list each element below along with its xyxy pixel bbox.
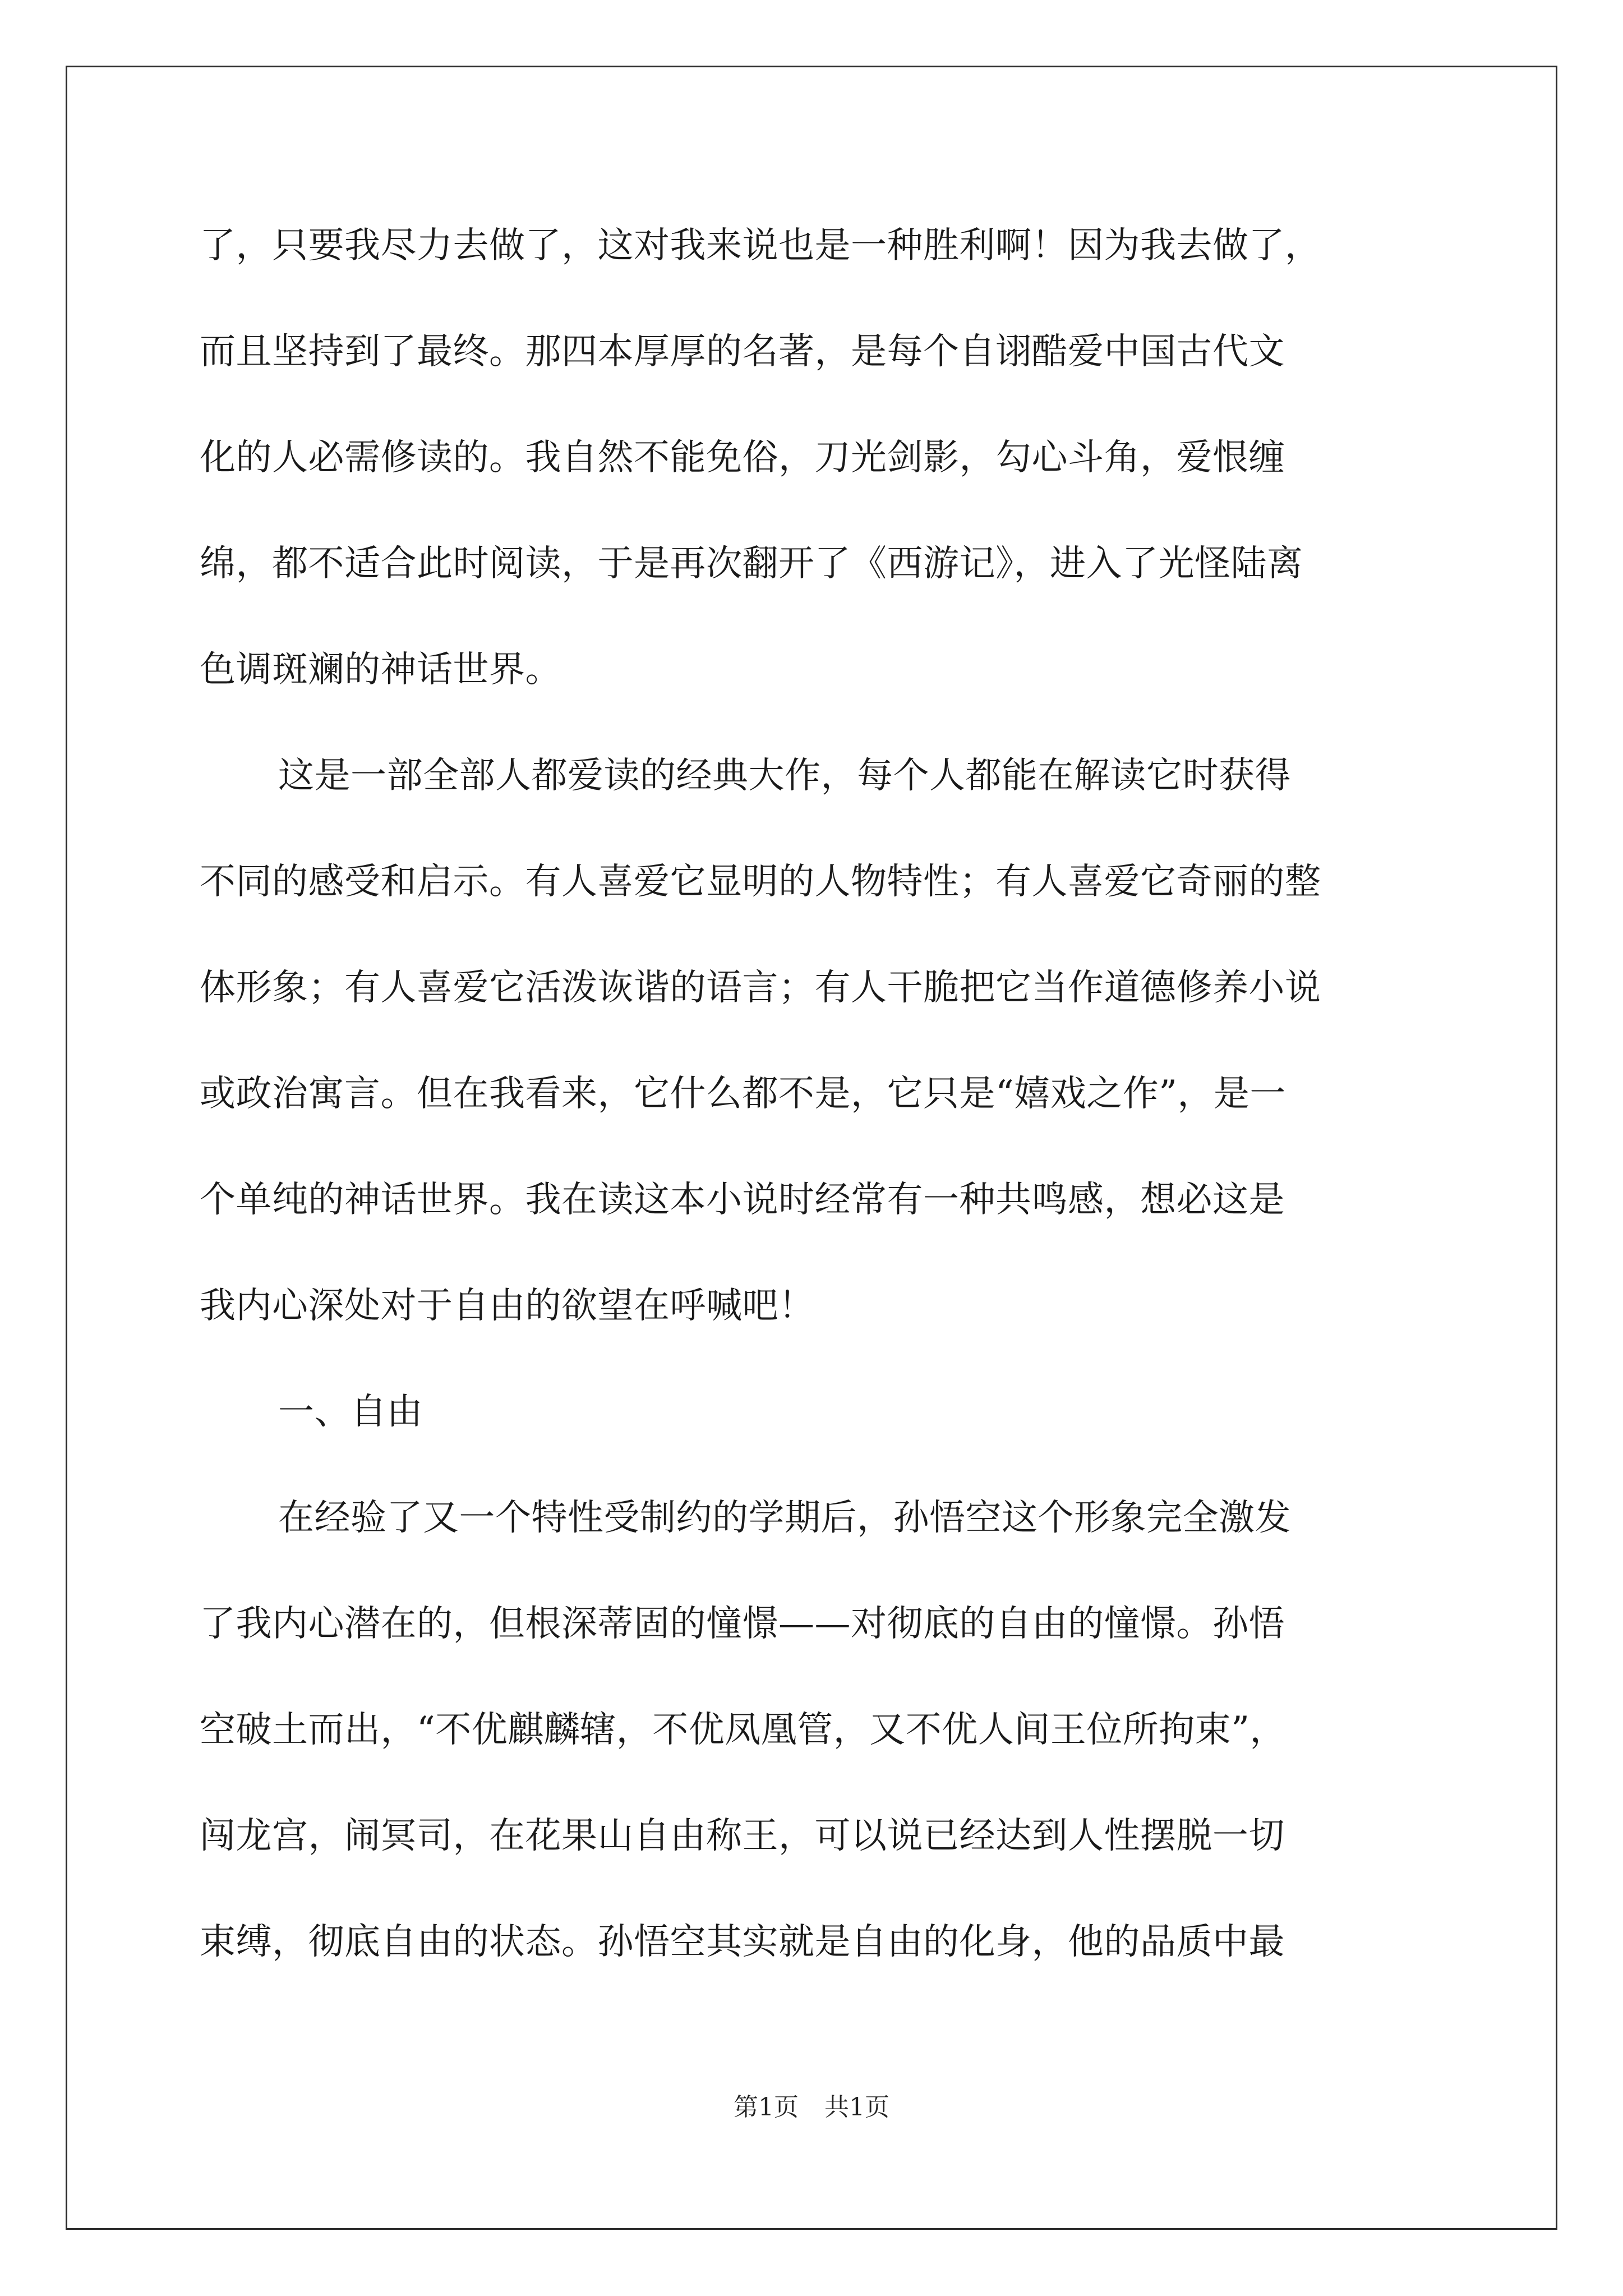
paragraph-start: 这是一部全部人都爱读的经典大作，每个人都能在解读它时获得	[278, 755, 1291, 797]
paragraph-start: 在经验了又一个特性受制约的学期后，孙悟空这个形象完全激发	[278, 1497, 1291, 1539]
text-line: 化的人必需修读的。我自然不能免俗，刀光剑影，勾心斗角，爱恨缠	[200, 437, 1285, 478]
page-number: 第1页	[734, 2093, 799, 2122]
text-line: 我内心深处对于自由的欲望在呼喊吧！	[200, 1285, 815, 1327]
text-line: 绵，都不适合此时阅读，于是再次翻开了《西游记》，进入了光怪陆离	[200, 543, 1303, 585]
text-line: 了，只要我尽力去做了，这对我来说也是一种胜利啊！因为我去做了，	[200, 225, 1321, 266]
document-body	[200, 201, 1433, 2003]
text-line: 色调斑斓的神话世界。	[200, 649, 561, 691]
section-heading: 一、自由	[278, 1391, 423, 1433]
page-total: 共1页	[824, 2093, 889, 2122]
text-line: 个单纯的神话世界。我在读这本小说时经常有一种共鸣感，想必这是	[200, 1179, 1285, 1221]
text-line: 了我内心潜在的，但根深蒂固的憧憬——对彻底的自由的憧憬。孙悟	[200, 1603, 1285, 1645]
text-line: 而且坚持到了最终。那四本厚厚的名著，是每个自诩酷爱中国古代文	[200, 331, 1285, 372]
page-footer	[0, 2087, 1623, 2123]
text-line: 束缚，彻底自由的状态。孙悟空其实就是自由的化身，他的品质中最	[200, 1921, 1285, 1963]
text-line: 体形象；有人喜爱它活泼诙谐的语言；有人干脆把它当作道德修养小说	[200, 967, 1321, 1009]
text-line: 不同的感受和启示。有人喜爱它显明的人物特性；有人喜爱它奇丽的整	[200, 861, 1321, 903]
text-line: 空破土而出，“不优麒麟辖，不优凤凰管，又不优人间王位所拘束”，	[200, 1709, 1286, 1751]
text-line: 或政治寓言。但在我看来，它什么都不是，它只是“嬉戏之作”，是一	[200, 1073, 1286, 1115]
text-line: 闯龙宫，闹冥司，在花果山自由称王，可以说已经达到人性摆脱一切	[200, 1815, 1285, 1857]
